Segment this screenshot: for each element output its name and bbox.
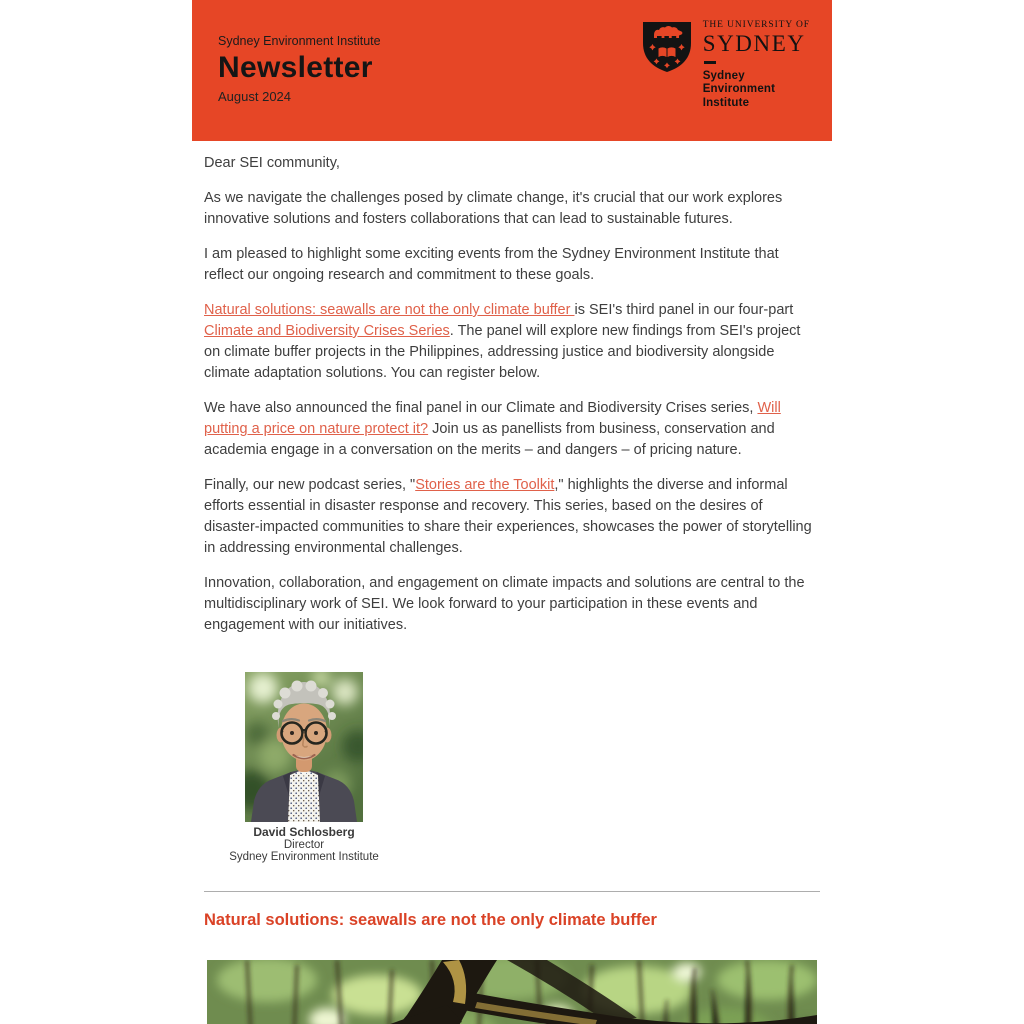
issue-date: August 2024 xyxy=(218,89,292,104)
paragraph-text: As we navigate the challenges posed by climate change, it's crucial that our work explores innovative solutions and fosters collaborations that can lead to sustainable futures. xyxy=(204,190,783,227)
newsletter-header xyxy=(192,0,832,141)
institute-name-label: Sydney Environment Institute xyxy=(218,34,381,48)
university-prefix: THE UNIVERSITY OF xyxy=(702,20,810,30)
body-paragraph-1 xyxy=(204,188,820,230)
salutation: Dear SEI community, xyxy=(204,155,340,171)
paragraph-text: Innovation, collaboration, and engagement on climate impacts and solutions are central to the multidisciplinary work of SEI. We look forward to your participation in these events and engagement with our initiatives. xyxy=(204,575,805,633)
section-heading: Natural solutions: seawalls are not the only climate buffer xyxy=(204,910,657,929)
paragraph-text: Finally, our new podcast series, " xyxy=(204,477,416,493)
logo-org-line: Environment xyxy=(702,83,776,95)
email-content xyxy=(192,141,832,1024)
paragraph-text: . The panel will explore new findings from SEI's project on climate buffer projects in the Philippines, addressing justice and biodiversity alongside climate adaptation solutions. You can register below. xyxy=(204,323,801,381)
body-paragraph-3 xyxy=(204,300,820,384)
usyd-logo-text xyxy=(703,20,810,110)
paragraph-text: is SEI's third panel in our four-part xyxy=(574,302,794,318)
paragraph-text: ," highlights the diverse and informal efforts essential in disaster response and recovery. This series, based on the desires of disaster-impacted communities to share their experiences, showcases the power of storytelling in addressing environmental challenges. xyxy=(204,477,812,556)
section-divider xyxy=(204,891,820,892)
mangrove-forest-photo xyxy=(207,960,817,1024)
director-caption xyxy=(224,826,384,864)
body-paragraph-6 xyxy=(204,573,820,636)
inline-link[interactable]: Climate and Biodiversity Crises Series xyxy=(204,323,450,339)
logo-org-name xyxy=(703,70,810,111)
body-paragraph-5 xyxy=(204,475,820,559)
director-org: Sydney Environment Institute xyxy=(229,851,379,863)
body-paragraph-2 xyxy=(204,244,820,286)
logo-org-line: Institute xyxy=(702,96,750,109)
logo-org-line: Sydney xyxy=(702,69,745,82)
usyd-logo xyxy=(641,20,810,110)
inline-link[interactable]: Natural solutions: seawalls are not the only climate buffer xyxy=(204,302,575,318)
paragraph-text: We have also announced the final panel in our Climate and Biodiversity Crises series, xyxy=(204,400,758,416)
logo-dash xyxy=(704,61,716,64)
usyd-crest-icon xyxy=(641,20,693,79)
email-body-column xyxy=(192,0,832,1024)
body-paragraph-4 xyxy=(204,398,820,461)
paragraph-text: I am pleased to highlight some exciting events from the Sydney Environment Institute that reflect our ongoing research and commitment to these goals. xyxy=(204,246,779,283)
director-portrait-photo xyxy=(245,672,363,822)
director-role: Director xyxy=(283,838,325,851)
inline-link[interactable]: Will putting a price on nature protect it? xyxy=(204,400,781,437)
director-figure xyxy=(224,672,384,864)
inline-link[interactable]: Stories are the Toolkit xyxy=(415,477,555,493)
paragraph-text: Join us as panellists from business, conservation and academia engage in a conversation on the merits – and dangers – of pricing nature. xyxy=(204,421,775,458)
director-name: David Schlosberg xyxy=(253,825,355,839)
newsletter-title: Newsletter xyxy=(218,51,373,84)
university-name: SYDNEY xyxy=(702,31,806,56)
